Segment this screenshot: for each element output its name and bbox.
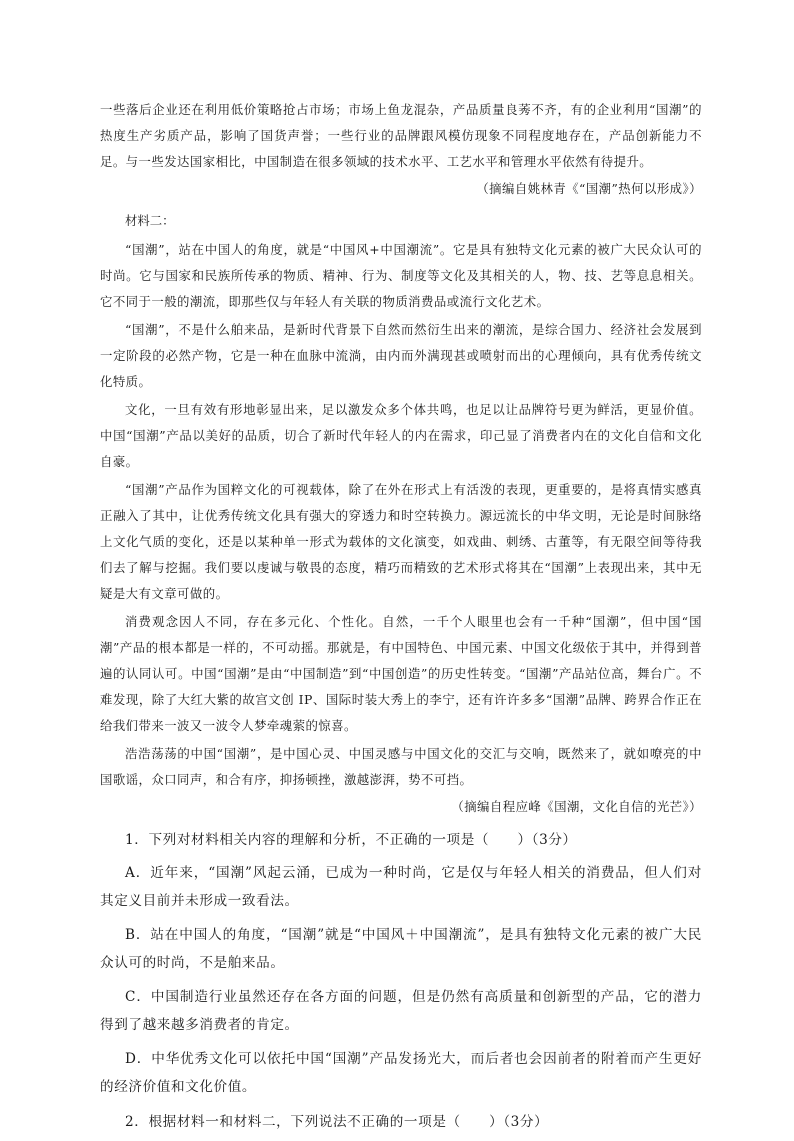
material-two-paragraph: “国潮”，不是什么舶来品，是新时代背景下自然而然衍生出来的潮流，是综合国力、经济社会发展到一定阶段的必然产物，它是一种在血脉中流淌，由内而外满现甚或喷射而出的心理倾向，具有优秀传统文化特质。 [100, 322, 702, 389]
page-content [100, 97, 702, 1141]
question-one-option-a[interactable]: A．近年来，“国潮”风起云涌，已成为一种时尚，它是仅与年轻人相关的消费品，但人们对其定义目前并未形成一致看法。 [100, 865, 702, 909]
material-two-source: （摘编自程应峰《国潮，文化自信的光芒》） [451, 799, 702, 814]
question-two-stem: 2．根据材料一和材料二，下列说法不正确的一项是（ ）（3分） [125, 1114, 549, 1130]
material-two-heading: 材料二： [125, 213, 175, 228]
question-one-option-c[interactable]: C．中国制造行业虽然还存在各方面的问题，但是仍然有高质量和创新型的产品，它的潜力得到了越来越多消费者的肯定。 [100, 989, 702, 1033]
question-one-stem: 1．下列对材料相关内容的理解和分析，不正确的一项是（ ）（3分） [125, 832, 577, 848]
material-two-paragraph: 文化，一旦有效有形地彰显出来，足以激发众多个体共鸣，也足以让品牌符号更为鲜活，更显价值。中国“国潮”产品以美好的品质，切合了新时代年轻人的内在需求，印己显了消费者内在的文化自信和文化自豪。 [100, 402, 702, 469]
material-two-paragraph: “国潮”产品作为国粹文化的可视载体，除了在外在形式上有活泼的表现，更重要的，是将真情实感真正融入了其中，让优秀传统文化具有强大的穿透力和时空转换力。源远流长的中华文明，无论是时间脉络上文化气质的变化，还是以某种单一形式为载体的文化演变，如戏曲、刺绣、古董等，有无限空间等待我们去了解与挖掘。我们要以虔诚与敬畏的态度，精巧而精致的艺术形式将其在“国潮”上表现出来，其中无疑是大有文章可做的。 [100, 482, 702, 601]
material-two-paragraph: 消费观念因人不同，存在多元化、个性化。自然，一千个人眼里也会有一千种“国潮”，但中国“国潮”产品的根本都是一样的，不可动摇。那就是，有中国特色、中国元素、中国文化级依于其中，并得到普遍的认同认可。中国“国潮”是由“中国制造”到“中国创造”的历史性转变。“国潮”产品站位高，舞台广。不难发现，除了大红大紫的故宫文创 IP、国际时装大秀上的李宁，还有许许多多“国潮”品牌、跨界合作正在给我们带来一波又一波令人梦牵魂萦的惊喜。 [100, 614, 702, 733]
material-two-paragraph: “国潮”，站在中国人的角度，就是“中国风+中国潮流”。它是具有独特文化元素的被广大民众认可的时尚。它与国家和民族所传承的物质、精神、行为、制度等文化及其相关的人，物、技、艺等息息相关。它不同于一般的潮流，即那些仅与年轻人有关联的物质消费品或流行文化艺术。 [100, 242, 702, 309]
material-two-paragraph: 浩浩荡荡的中国“国潮”，是中国心灵、中国灵感与中国文化的交汇与交响，既然来了，就如嘹亮的中国歌谣，众口同声，和合有序，抑扬顿挫，激越澎湃，势不可挡。 [100, 746, 702, 787]
question-one-option-b[interactable]: B．站在中国人的角度，“国潮”就是“中国风＋中国潮流”，是具有独特文化元素的被广大民众认可的时尚，不是舶来品。 [100, 927, 702, 971]
material-one-source: （摘编自姚林青《“国潮”热何以形成》） [476, 181, 702, 196]
material-one-tail-paragraph: 一些落后企业还在利用低价策略抢占市场；市场上鱼龙混杂，产品质量良莠不齐，有的企业利用“国潮”的热度生产劣质产品，影响了国货声誉；一些行业的品牌跟风模仿现象不同程度地存在，产品创新能力不足。与一些发达国家相比，中国制造在很多领域的技术水平、工艺水平和管理水平依然有待提升。 [100, 102, 702, 169]
question-one-option-d[interactable]: D．中华优秀文化可以依托中国“国潮”产品发扬光大，而后者也会因前者的附着而产生更好的经济价值和文化价值。 [100, 1051, 702, 1095]
